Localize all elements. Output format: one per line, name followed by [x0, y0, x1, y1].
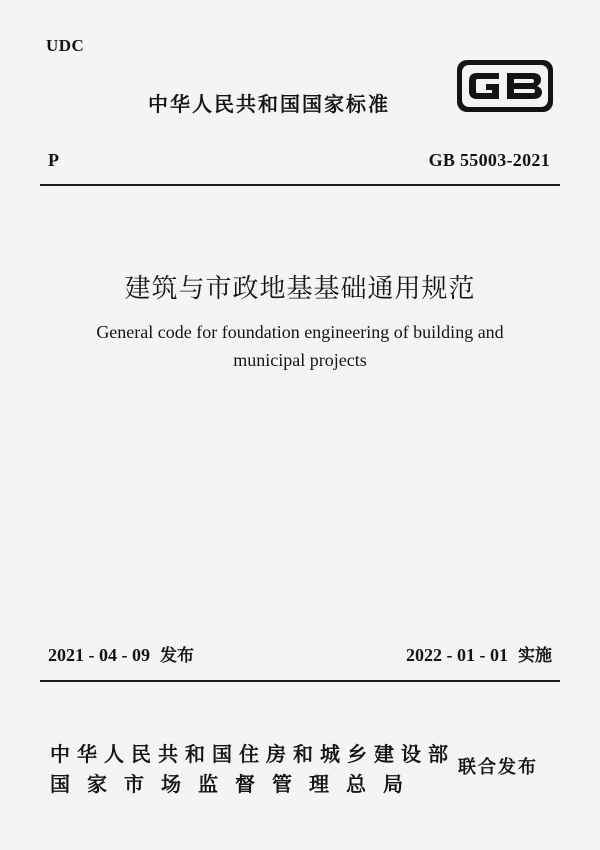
top-divider: [40, 184, 560, 186]
udc-label: UDC: [46, 36, 85, 55]
effective-label: 实施: [518, 646, 552, 666]
issue-date-block: [48, 641, 194, 666]
classification-code: P: [48, 150, 59, 170]
effective-date: 2022 - 01 - 01: [406, 645, 508, 665]
issue-label: 发布: [160, 646, 194, 666]
title-english-line1: General code for foundation engineering of building and: [96, 322, 504, 342]
issue-date: 2021 - 04 - 09: [48, 645, 150, 665]
title-chinese: 建筑与市政地基基础通用规范: [124, 274, 476, 304]
title-english: [60, 318, 540, 374]
title-english-line2: municipal projects: [233, 350, 367, 370]
issuer-ministry: 中华人民共和国住房和城乡建设部: [50, 742, 455, 766]
bottom-divider: [40, 680, 560, 682]
effective-date-block: [406, 641, 552, 666]
joint-issue-label: 联合发布: [458, 757, 538, 778]
standard-type: 中华人民共和国国家标准: [148, 92, 390, 116]
issuer-administration: 国家市场监督管理总局: [50, 772, 420, 796]
gb-logo: [455, 56, 555, 116]
standard-number: GB 55003-2021: [428, 150, 550, 170]
